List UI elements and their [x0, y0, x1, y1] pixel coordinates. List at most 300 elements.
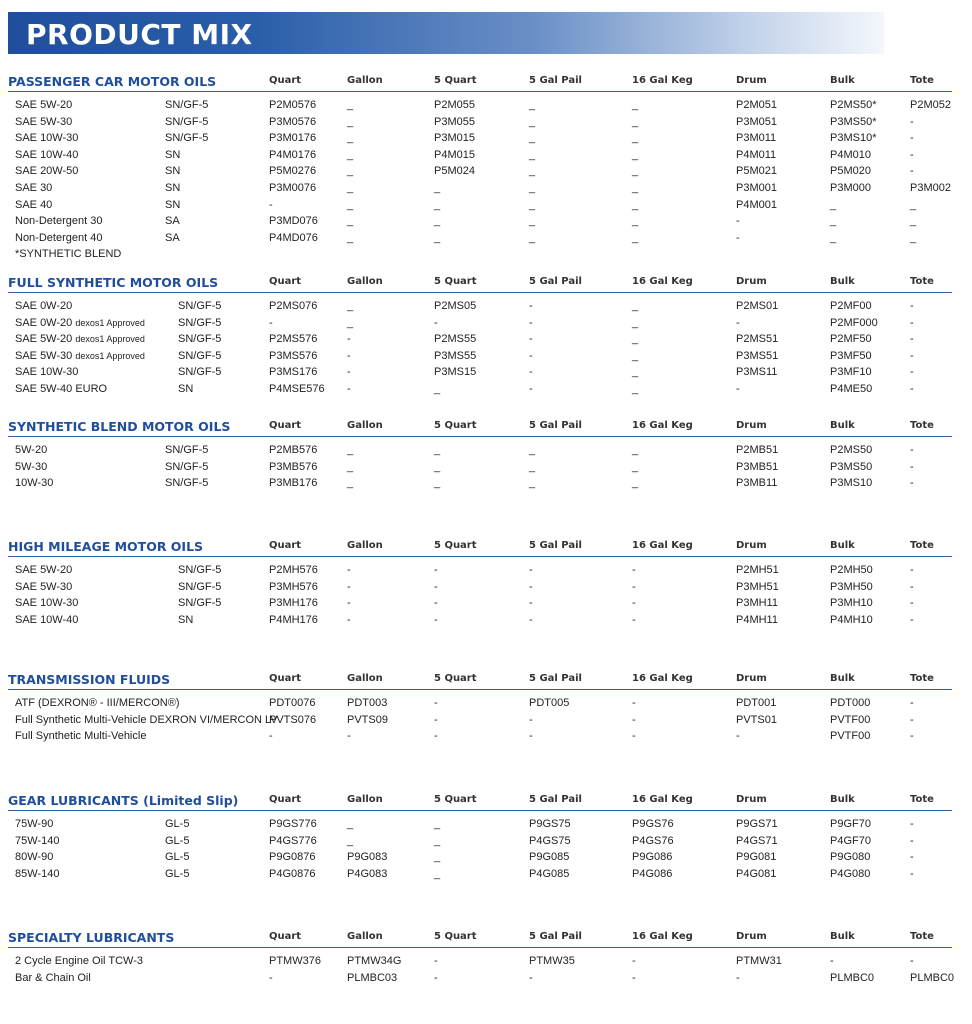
part-number: _ — [434, 444, 441, 456]
part-number: P3MS51 — [736, 349, 779, 362]
part-number: P4GF70 — [830, 834, 871, 847]
part-number: _ — [632, 477, 639, 490]
table-row — [0, 231, 972, 248]
column-header: Quart — [269, 420, 302, 431]
part-number: _ — [529, 132, 536, 145]
approval-note: dexos1 Approved — [75, 334, 145, 345]
part-number: P3MH576 — [269, 580, 318, 593]
product-name — [15, 382, 107, 397]
column-header: 5 Gal Pail — [529, 75, 582, 86]
column-header: Gallon — [347, 276, 383, 287]
part-number: P9G083 — [347, 851, 388, 864]
table-row — [0, 613, 972, 630]
part-number: _ — [434, 181, 441, 194]
table-row — [0, 971, 972, 988]
part-number: P2MS01 — [736, 300, 779, 312]
column-header: Gallon — [347, 540, 383, 551]
table-row — [0, 817, 972, 834]
part-number: P9GF70 — [830, 818, 871, 830]
part-number: PDT000 — [830, 697, 871, 709]
table-row — [0, 460, 972, 477]
part-number: _ — [434, 198, 441, 211]
part-number: - — [347, 349, 351, 362]
section-rule — [8, 810, 952, 811]
part-number: - — [632, 597, 636, 610]
product-name-text: 10W-30 — [15, 477, 54, 490]
column-header: 5 Quart — [434, 75, 477, 86]
part-number: P4MH176 — [269, 613, 318, 626]
part-number: - — [529, 349, 533, 362]
product-name — [15, 817, 53, 832]
spec-rating: SN — [178, 613, 194, 626]
part-number: - — [736, 382, 740, 395]
product-name-text: 5W-20 — [15, 444, 48, 456]
part-number: _ — [529, 148, 536, 161]
column-header: Quart — [269, 794, 302, 805]
column-header: Tote — [910, 673, 934, 684]
part-number: P4G081 — [736, 867, 777, 880]
part-number: PVTS076 — [269, 713, 317, 726]
column-header: 5 Gal Pail — [529, 420, 582, 431]
section-rows — [0, 98, 972, 262]
product-name-text: ATF (DEXRON® - III/MERCON®) — [15, 697, 180, 709]
table-row — [0, 365, 972, 382]
part-number: PTMW34G — [347, 955, 402, 967]
product-name — [15, 834, 59, 849]
product-name — [15, 580, 72, 595]
column-header: 5 Gal Pail — [529, 276, 582, 287]
part-number: - — [910, 564, 914, 576]
column-header: Drum — [736, 673, 767, 684]
part-number: P4M010 — [830, 148, 871, 161]
column-header: 5 Quart — [434, 673, 477, 684]
table-row — [0, 834, 972, 851]
table-row — [0, 563, 972, 580]
part-number: P4G080 — [830, 867, 871, 880]
section-title: GEAR LUBRICANTS (Limited Slip) — [8, 793, 239, 808]
page-title: PRODUCT MIX — [26, 18, 253, 51]
section-header — [0, 930, 972, 948]
table-row — [0, 713, 972, 730]
part-number: PLMBC0 — [910, 971, 955, 984]
part-number: - — [910, 165, 914, 178]
table-row — [0, 332, 972, 349]
part-number: - — [632, 971, 636, 984]
part-number: P2MF000 — [830, 316, 878, 329]
product-name-text: SAE 10W-40 — [15, 613, 79, 626]
column-header: 16 Gal Keg — [632, 420, 693, 431]
column-header: 5 Gal Pail — [529, 673, 582, 684]
section-header — [0, 539, 972, 557]
part-number: PVTF00 — [830, 713, 871, 726]
part-number: - — [347, 564, 351, 576]
part-number: P2MS05 — [434, 300, 477, 312]
part-number: - — [434, 597, 438, 610]
part-number: - — [632, 613, 636, 626]
section-title: SYNTHETIC BLEND MOTOR OILS — [8, 419, 231, 434]
part-number: _ — [529, 215, 536, 228]
section-title: PASSENGER CAR MOTOR OILS — [8, 74, 217, 89]
part-number: - — [910, 148, 914, 161]
part-number: _ — [434, 867, 441, 880]
part-number: - — [434, 955, 438, 967]
part-number: P4GS76 — [632, 834, 674, 847]
product-name — [15, 299, 72, 314]
product-name-text: SAE 10W-40 — [15, 148, 79, 161]
part-number: - — [910, 955, 914, 967]
product-name — [15, 316, 145, 331]
part-number: _ — [632, 99, 639, 111]
part-number: P3M001 — [736, 181, 777, 194]
part-number: P9G080 — [830, 851, 871, 864]
part-number: P2MF00 — [830, 300, 872, 312]
column-header: 16 Gal Keg — [632, 673, 693, 684]
part-number: P9G086 — [632, 851, 673, 864]
part-number: _ — [434, 834, 441, 847]
column-header: 5 Gal Pail — [529, 794, 582, 805]
part-number: - — [434, 730, 438, 743]
product-name — [15, 476, 53, 491]
part-number: - — [736, 316, 740, 329]
table-row — [0, 696, 972, 713]
part-number: P3MF10 — [830, 366, 872, 379]
part-number: _ — [347, 115, 354, 128]
product-name-text: SAE 5W-20 — [15, 99, 73, 111]
table-row — [0, 148, 972, 165]
part-number: - — [910, 730, 914, 743]
column-header: Quart — [269, 673, 302, 684]
part-number: PTMW376 — [269, 955, 321, 967]
part-number: _ — [347, 165, 354, 178]
product-name-text: SAE 10W-30 — [15, 597, 79, 610]
part-number: P2MB51 — [736, 444, 779, 456]
product-name-text: SAE 5W-20 — [15, 564, 73, 576]
column-header: Gallon — [347, 75, 383, 86]
part-number: - — [347, 333, 351, 346]
part-number: - — [910, 366, 914, 379]
column-header: Bulk — [830, 276, 855, 287]
part-number: _ — [347, 215, 354, 228]
product-name — [15, 460, 47, 475]
part-number: _ — [529, 477, 536, 490]
product-name-text: 75W-90 — [15, 818, 54, 830]
part-number: _ — [830, 198, 837, 211]
part-number: - — [529, 580, 533, 593]
product-name — [15, 164, 78, 179]
table-row — [0, 181, 972, 198]
column-header: 16 Gal Keg — [632, 931, 693, 942]
part-number: - — [347, 597, 351, 610]
part-number: - — [910, 580, 914, 593]
part-number: P3MS576 — [269, 349, 318, 362]
column-header: Tote — [910, 75, 934, 86]
part-number: P4G083 — [347, 867, 388, 880]
product-name-text: 5W-30 — [15, 460, 48, 473]
spec-rating: SN/GF-5 — [165, 444, 209, 456]
spec-rating: SN — [165, 148, 181, 161]
part-number: - — [347, 613, 351, 626]
part-number: _ — [632, 181, 639, 194]
spec-rating: SN/GF-5 — [165, 460, 209, 473]
part-number: _ — [910, 231, 917, 244]
part-number: _ — [632, 198, 639, 211]
part-number: P4GS776 — [269, 834, 317, 847]
part-number: - — [910, 818, 914, 830]
part-number: _ — [347, 444, 354, 456]
part-number: - — [910, 867, 914, 880]
product-name-text: SAE 30 — [15, 181, 53, 194]
part-number: _ — [529, 444, 536, 456]
product-mix-banner — [8, 12, 884, 54]
part-number: - — [830, 955, 834, 967]
section-rows — [0, 563, 972, 629]
part-number: _ — [347, 300, 354, 312]
part-number: P5M020 — [830, 165, 871, 178]
part-number: P3MD076 — [269, 215, 318, 228]
section-title: FULL SYNTHETIC MOTOR OILS — [8, 275, 219, 290]
part-number: P2MH51 — [736, 564, 779, 576]
column-header: Quart — [269, 75, 302, 86]
spec-rating: SA — [165, 231, 180, 244]
part-number: P3MB51 — [736, 460, 779, 473]
part-number: P2MH50 — [830, 564, 873, 576]
spec-rating: SN/GF-5 — [178, 349, 222, 362]
part-number: _ — [910, 215, 917, 228]
product-name-text: 2 Cycle Engine Oil TCW-3 — [15, 955, 143, 967]
product-name-text: SAE 0W-20 — [15, 316, 73, 329]
part-number: _ — [347, 132, 354, 145]
spec-rating: SN/GF-5 — [178, 316, 222, 329]
column-header: Tote — [910, 420, 934, 431]
part-number: - — [529, 597, 533, 610]
part-number: PTMW35 — [529, 955, 575, 967]
part-number: _ — [632, 349, 639, 362]
spec-rating: SN/GF-5 — [178, 597, 222, 610]
section-title: SPECIALTY LUBRICANTS — [8, 930, 175, 945]
product-name — [15, 148, 78, 163]
product-name — [15, 613, 78, 628]
part-number: - — [736, 231, 740, 244]
part-number: P2M055 — [434, 99, 475, 111]
part-number: P9GS76 — [632, 818, 674, 830]
section-header — [0, 74, 972, 92]
part-number: - — [529, 300, 533, 312]
part-number: - — [910, 300, 914, 312]
part-number: P3MS15 — [434, 366, 477, 379]
part-number: _ — [529, 181, 536, 194]
part-number: _ — [434, 215, 441, 228]
product-name — [15, 98, 72, 113]
part-number: - — [434, 580, 438, 593]
section-rule — [8, 556, 952, 557]
section-rows — [0, 696, 972, 746]
part-number: P3MH11 — [736, 597, 778, 610]
part-number: _ — [434, 460, 441, 473]
column-header: Bulk — [830, 931, 855, 942]
part-number: - — [269, 971, 273, 984]
part-number: P3MS50* — [830, 115, 877, 128]
part-number: _ — [632, 215, 639, 228]
part-number: - — [347, 730, 351, 743]
product-name — [15, 696, 180, 711]
section-header — [0, 793, 972, 811]
part-number: PDT005 — [529, 697, 570, 709]
part-number: _ — [830, 231, 837, 244]
table-row — [0, 580, 972, 597]
part-number: P9G081 — [736, 851, 777, 864]
part-number: _ — [529, 231, 536, 244]
product-name — [15, 443, 47, 458]
section-rule — [8, 436, 952, 437]
table-row — [0, 954, 972, 971]
spec-rating: GL-5 — [165, 818, 190, 830]
column-header: Quart — [269, 931, 302, 942]
part-number: - — [910, 333, 914, 346]
part-number: P2MS50 — [830, 444, 873, 456]
section-rows — [0, 443, 972, 493]
spec-rating: SN/GF-5 — [178, 300, 222, 312]
part-number: P3M000 — [830, 181, 871, 194]
column-header: Tote — [910, 931, 934, 942]
spec-rating: SN — [178, 382, 194, 395]
part-number: - — [529, 730, 533, 743]
part-number: P4M001 — [736, 198, 777, 211]
part-number: _ — [434, 382, 441, 395]
part-number: PLMBC0 — [830, 971, 875, 984]
part-number: P2M0576 — [269, 99, 317, 111]
part-number: P2MB576 — [269, 444, 318, 456]
product-name — [15, 131, 78, 146]
part-number: _ — [347, 181, 354, 194]
part-number: P3MS10 — [830, 477, 873, 490]
part-number: - — [529, 713, 533, 726]
part-number: P4MD076 — [269, 231, 318, 244]
table-row — [0, 316, 972, 333]
column-header: 16 Gal Keg — [632, 75, 693, 86]
part-number: - — [529, 564, 533, 576]
part-number: - — [347, 580, 351, 593]
part-number: _ — [632, 132, 639, 145]
section-rows — [0, 817, 972, 883]
part-number: _ — [434, 477, 441, 490]
product-name-text: SAE 40 — [15, 198, 53, 211]
table-row — [0, 98, 972, 115]
part-number: _ — [632, 231, 639, 244]
product-name — [15, 971, 91, 986]
part-number: P4M0176 — [269, 148, 317, 161]
part-number: P3M002 — [910, 181, 951, 194]
part-number: _ — [632, 148, 639, 161]
table-row — [0, 349, 972, 366]
part-number: - — [434, 564, 438, 576]
part-number: P4G085 — [529, 867, 570, 880]
spec-rating: SN/GF-5 — [178, 333, 222, 346]
column-header: Tote — [910, 540, 934, 551]
part-number: - — [434, 713, 438, 726]
section-header — [0, 275, 972, 293]
product-name-text: Non-Detergent 30 — [15, 215, 103, 228]
product-name-text: 80W-90 — [15, 851, 54, 864]
part-number: - — [910, 132, 914, 145]
section-rows — [0, 299, 972, 399]
column-header: 16 Gal Keg — [632, 540, 693, 551]
part-number: P4M011 — [736, 148, 777, 161]
column-header: Bulk — [830, 673, 855, 684]
part-number: P3M015 — [434, 132, 475, 145]
part-number: P3M0576 — [269, 115, 317, 128]
part-number: - — [632, 580, 636, 593]
part-number: - — [910, 851, 914, 864]
part-number: - — [910, 713, 914, 726]
part-number: _ — [830, 215, 837, 228]
table-row — [0, 382, 972, 399]
footnote: *SYNTHETIC BLEND — [15, 248, 122, 261]
column-header: Tote — [910, 794, 934, 805]
table-row — [0, 131, 972, 148]
part-number: - — [736, 730, 740, 743]
part-number: P2MS076 — [269, 300, 318, 312]
part-number: _ — [529, 165, 536, 178]
product-name — [15, 332, 145, 347]
column-header: 5 Gal Pail — [529, 931, 582, 942]
part-number: _ — [529, 198, 536, 211]
spec-rating: SN — [165, 198, 181, 211]
part-number: _ — [347, 818, 354, 830]
part-number: P2MS51 — [736, 333, 779, 346]
column-header: 5 Quart — [434, 540, 477, 551]
part-number: P3M011 — [736, 132, 777, 145]
product-name-text: 75W-140 — [15, 834, 60, 847]
part-number: - — [632, 713, 636, 726]
column-header: Drum — [736, 794, 767, 805]
part-number: P2M052 — [910, 99, 951, 111]
column-header: Drum — [736, 420, 767, 431]
spec-rating: SN/GF-5 — [165, 99, 209, 111]
product-name — [15, 954, 143, 969]
product-name — [15, 231, 102, 246]
part-number: _ — [434, 851, 441, 864]
product-name-text: SAE 0W-20 — [15, 300, 73, 312]
part-number: - — [529, 333, 533, 346]
product-name-text: SAE 10W-30 — [15, 132, 79, 145]
part-number: PLMBC03 — [347, 971, 398, 984]
part-number: P3MH51 — [736, 580, 779, 593]
part-number: - — [529, 613, 533, 626]
part-number: _ — [347, 99, 354, 111]
part-number: P4M015 — [434, 148, 475, 161]
part-number: _ — [347, 148, 354, 161]
part-number: - — [910, 382, 914, 395]
product-name — [15, 365, 78, 380]
part-number: P3M0076 — [269, 181, 317, 194]
part-number: P3MH176 — [269, 597, 318, 610]
column-header: Tote — [910, 276, 934, 287]
table-row — [0, 476, 972, 493]
part-number: _ — [632, 300, 639, 312]
part-number: P2MS50* — [830, 99, 877, 111]
column-header: Drum — [736, 931, 767, 942]
part-number: - — [269, 730, 273, 743]
part-number: - — [736, 971, 740, 984]
part-number: - — [434, 316, 438, 329]
part-number: P3MH50 — [830, 580, 873, 593]
product-name-text: Bar & Chain Oil — [15, 971, 91, 984]
table-row — [0, 443, 972, 460]
section-header — [0, 419, 972, 437]
column-header: Gallon — [347, 931, 383, 942]
column-header: Quart — [269, 540, 302, 551]
column-header: 5 Quart — [434, 276, 477, 287]
